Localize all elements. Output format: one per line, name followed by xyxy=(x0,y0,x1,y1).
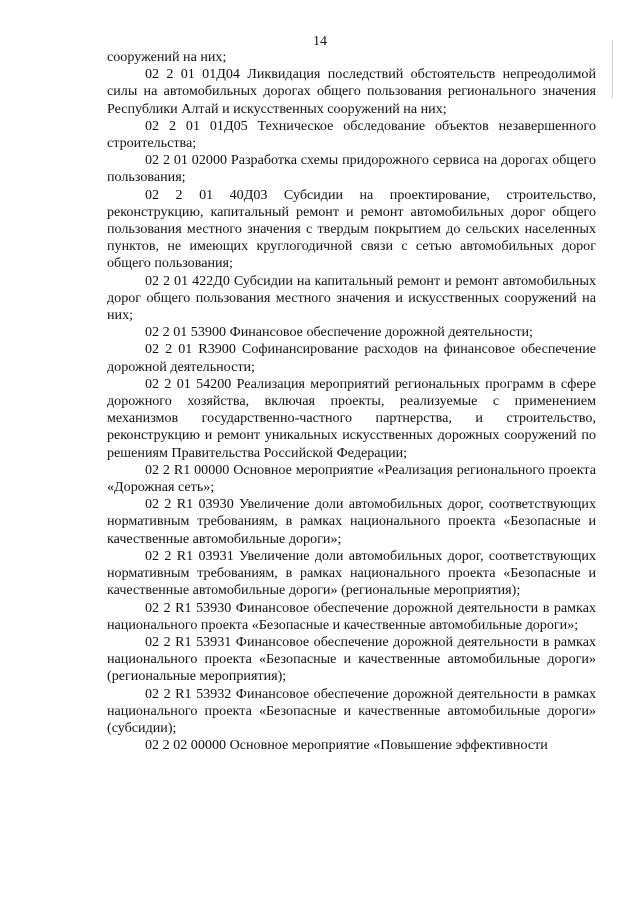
paragraph: сооружений на них; xyxy=(107,49,227,65)
paragraph: 02 2 01 02000 Разработка схемы придорожного сервиса на дорогах общего пользования; xyxy=(107,152,596,186)
paragraph: 02 2 R1 53932 Финансовое обеспечение дорожной деятельности в рамках национального проекта «Безопасные и качественные автомобильные дороги» (субсидии); xyxy=(107,685,596,736)
paragraph: 02 2 R1 03931 Увеличение доли автомобильных дорог, соответствующих нормативным требованиям, в рамках национального проекта «Безопасные и качественные автомобильные дороги» (региональные мероприятия); xyxy=(107,547,596,599)
document-body xyxy=(107,49,596,754)
paragraph: 02 2 R1 53930 Финансовое обеспечение дорожной деятельности в рамках национального проекта «Безопасные и качественные автомобильные дороги»; xyxy=(107,599,596,633)
paragraph: 02 2 R1 00000 Основное мероприятие «Реализация регионального проекта «Дорожная сеть»; xyxy=(107,461,596,496)
paragraph: 02 2 01 R3900 Софинансирование расходов на финансовое обеспечение дорожной деятельности; xyxy=(107,341,596,375)
paragraph: 02 2 01 40Д03 Субсидии на проектирование, строительство, реконструкцию, капитальный ремонт и ремонт автомобильных дорог общего пользования местного значения с твердым покрытием до сельских населенных пунктов, не имеющих круглогодичной связи с сетью автомобильных дорог общего пользования; xyxy=(107,186,596,272)
paragraph: 02 2 02 00000 Основное мероприятие «Повышение эффективности xyxy=(145,737,548,754)
paragraph: 02 2 01 01Д04 Ликвидация последствий обстоятельств непреодолимой силы на автомобильных дорогах общего пользования регионального значения Республики Алтай и искусственных сооружений на них; xyxy=(107,66,596,117)
scan-edge-mark xyxy=(612,40,613,98)
paragraph: 02 2 R1 03930 Увеличение доли автомобильных дорог, соответствующих нормативным требованиям, в рамках национального проекта «Безопасные и качественные автомобильные дороги»; xyxy=(107,496,596,547)
paragraph: 02 2 01 53900 Финансовое обеспечение дорожной деятельности; xyxy=(145,324,533,341)
page-number: 14 xyxy=(313,34,327,49)
paragraph: 02 2 01 54200 Реализация мероприятий региональных программ в сфере дорожного хозяйства, включая проекты, реализуемые с применением механизмов государственно-частного партнерства, и строительство, реконструкцию и ремонт уникальных искусственных дорожных сооружений по решениям Правительства Российской Федерации; xyxy=(107,375,596,461)
paragraph: 02 2 R1 53931 Финансовое обеспечение дорожной деятельности в рамках национального проекта «Безопасные и качественные автомобильные дороги» (региональные мероприятия); xyxy=(107,633,596,685)
paragraph: 02 2 01 422Д0 Субсидии на капитальный ремонт и ремонт автомобильных дорог общего пользования местного значения и искусственных сооружений на них; xyxy=(107,272,596,324)
paragraph: 02 2 01 01Д05 Техническое обследование объектов незавершенного строительства; xyxy=(107,117,596,152)
